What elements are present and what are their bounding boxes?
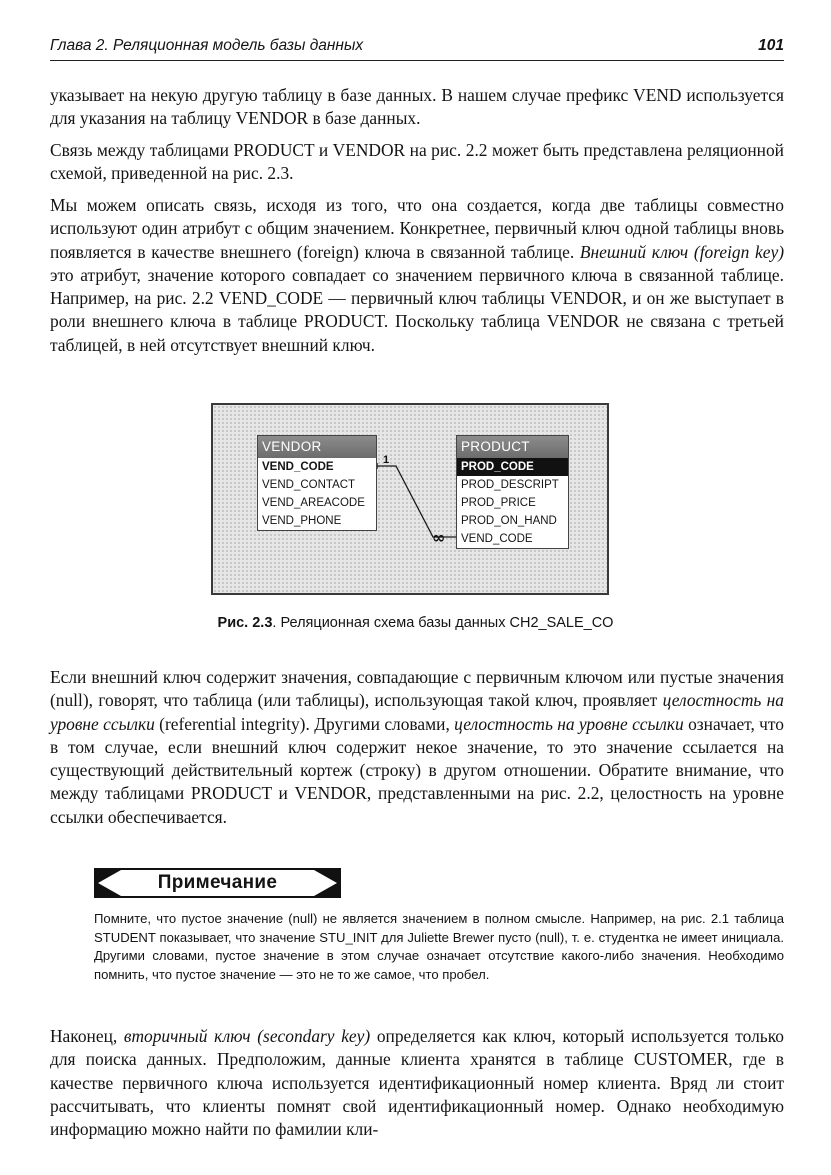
paragraph-3-text-b: это атрибут, значение которого совпадает со значением первичного ключа в связанной таблице. Например, на рис. 2.2 VEND_CODE — первичный ключ таблицы VENDOR, и он же выступает в роли внешнего ключа в таблице PRODUCT. Поскольку таблица VENDOR не связана с третьей таблицей, в ней отсутствует внешний ключ. [50, 264, 784, 355]
paragraph-4 [50, 666, 784, 829]
vendor-field-vend-contact: VEND_CONTACT [262, 479, 356, 491]
figure-caption-text: . Реляционная схема базы данных CH2_SALE_CO [272, 615, 614, 631]
figure-caption-label: Рис. 2.3 [217, 615, 273, 631]
paragraph-5-text-a: Наконец, [50, 1026, 124, 1046]
product-field-prod-on-hand: PROD_ON_HAND [461, 515, 557, 527]
vendor-table-box [257, 435, 377, 531]
product-field-prod-code: PROD_CODE [457, 458, 568, 476]
term-referential-integrity-1: целостность на уровне ссылки [50, 690, 784, 734]
paragraph-5 [50, 1025, 784, 1141]
one-cardinality-label: 1 [383, 454, 390, 466]
vendor-field-vend-areacode: VEND_AREACODE [262, 497, 365, 509]
vendor-field-vend-code: VEND_CODE [262, 461, 334, 473]
vendor-table-title: VENDOR [258, 436, 376, 458]
vendor-field-vend-phone: VEND_PHONE [262, 515, 342, 527]
paragraph-4-text-c: означает, что в том случае, если внешний ключ содержит некое значение, то это значение ссылается на существующий действительный кортеж (строку) в другом отношении. Обратите внимание, что между таблицами PRODUCT и VENDOR, представленными на рис. 2.2, целостность на уровне ссылки обеспечивается. [50, 713, 784, 827]
paragraph-4-text-b: (referential integrity). Другими словами, [154, 713, 455, 734]
paragraph-2: Связь между таблицами PRODUCT и VENDOR на рис. 2.2 может быть представлена реляционной схемой, приведенной на рис. 2.3. [50, 140, 784, 184]
running-head [50, 36, 784, 61]
paragraph-3 [50, 194, 784, 357]
paragraph-3-text-a: Мы можем описать связь, исходя из того, что она создается, когда две таблицы совместно используют один атрибут с общим значением. Конкретнее, первичный ключ одной таблицы вновь появляется в качестве внешнего (foreign) ключа в связанной таблице. [50, 195, 784, 262]
product-table-title: PRODUCT [457, 436, 568, 458]
note-text: Помните, что пустое значение (null) не является значением в полном смысле. Например, на рис. 2.1 таблица STUDENT показывает, что значение STU_INIT для Juliette Brewer пусто (null), т. е. студентка не имеет инициала. Другими словами, пустое значение в этом случае означает отсутствие какого-либо значения. Необходимо помнить, что пустое значение — это не то же самое, что пробел. [94, 911, 784, 982]
note-title: Примечание [157, 872, 278, 893]
many-cardinality-label: ∞ [432, 528, 446, 547]
note-banner [94, 866, 341, 900]
product-field-prod-descript: PROD_DESCRIPT [461, 479, 559, 491]
product-field-prod-price: PROD_PRICE [461, 497, 536, 509]
figure-caption [0, 615, 831, 631]
term-secondary-key: вторичный ключ (secondary key) [123, 1026, 371, 1046]
term-foreign-key: Внешний ключ (foreign key) [579, 241, 784, 262]
page-number: 101 [758, 37, 784, 54]
term-referential-integrity-2: целостность на уровне ссылки [454, 713, 684, 734]
paragraph-1: указывает на некую другую таблицу в базе данных. В нашем случае префикс VEND используется для указания на таблицу VENDOR в базе данных. [50, 85, 784, 129]
chapter-title: Глава 2. Реляционная модель базы данных [50, 37, 364, 54]
paragraph-5-text-b: определяется как ключ, который используется только для поиска данных. Предположим, данные клиента хранятся в таблице CUSTOMER, где в качестве первичного ключа используется идентификационный номер клиента. Вряд ли стоит рассчитывать, что клиенты помнят свой идентификационный номер. Однако необходимую информацию можно найти по фамилии кли- [50, 1026, 784, 1140]
paragraph-4-text-a: Если внешний ключ содержит значения, совпадающие с первичным ключом или пустые значения (null), говорят, что таблица (или таблицы), использующая такой ключ, проявляет [50, 667, 784, 711]
relational-schema-figure [211, 403, 609, 595]
product-table-box [456, 435, 569, 549]
product-field-vend-code: VEND_CODE [461, 533, 533, 545]
